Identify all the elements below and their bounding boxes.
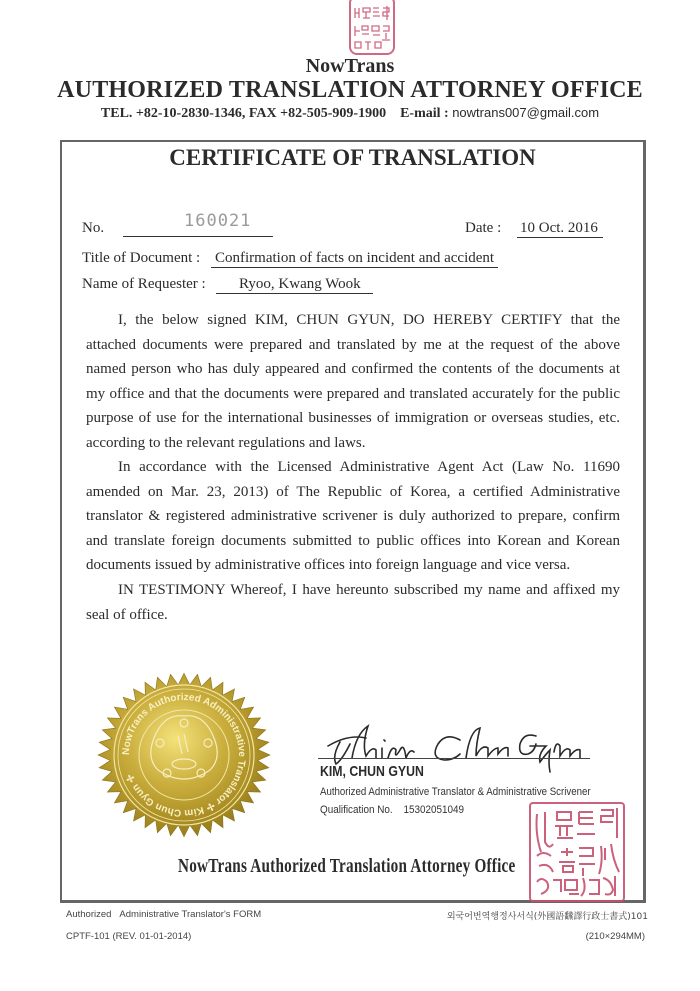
paragraph-text: I, the below signed KIM, CHUN GYUN, DO HEREBY CERTIFY that the attached documents were prepared and translated by me at the request of the above named person who has duly appeared and confirmed the contents of the documents at my office and that the documents were prepared and translated accurately for the public purpose of use for the international businesses of immigration or overseas studies, etc. according to the relevant regulations and laws. xyxy=(86,312,620,451)
paragraph-text: IN TESTIMONY Whereof, I have hereunto subscribed my name and affixed my seal of office. xyxy=(86,582,620,623)
date-label: Date : xyxy=(465,220,502,236)
requester-value: Ryoo, Kwang Wook xyxy=(216,276,373,294)
requester-label: Name of Requester : xyxy=(82,276,206,292)
form-code: CPTF-101 (REV. 01-01-2014) xyxy=(66,931,192,942)
email-label: E-mail : xyxy=(400,106,449,121)
number-underline xyxy=(123,236,273,237)
seal-text: NowTrans Authorized Administrative Translator ✢ Kim Chun Gyun ✢ xyxy=(120,691,248,819)
red-seal-stamp xyxy=(527,800,627,904)
top-red-seal-stamp xyxy=(347,0,397,56)
phone-fax: TEL. +82-10-2830-1346, FAX +82-505-909-1900 xyxy=(100,106,387,121)
korean-form-label: 외국어번역행정사서식(外國語飜譯行政士書式)101 xyxy=(446,912,648,922)
document-title-value: Confirmation of facts on incident and accident xyxy=(211,250,498,268)
form-label xyxy=(66,909,261,920)
company-name: NowTrans xyxy=(305,55,395,77)
testimony-paragraph xyxy=(86,578,620,627)
certificate-title: CERTIFICATE OF TRANSLATION xyxy=(169,145,536,170)
email-link[interactable]: nowtrans007@gmail.com xyxy=(452,105,600,120)
document-title-label: Title of Document : xyxy=(82,250,201,266)
form-label-part2: Administrative Translator's FORM xyxy=(119,909,262,920)
office-title: AUTHORIZED TRANSLATION ATTORNEY OFFICE xyxy=(57,77,643,103)
signer-role: Authorized Administrative Translator & Administrative Scrivener xyxy=(320,786,591,798)
paper-size: (210×294MM) xyxy=(585,931,645,942)
certificate-number: 160021 xyxy=(184,211,252,231)
number-label: No. xyxy=(82,220,105,236)
qualification-number: 15302051049 xyxy=(403,804,465,816)
form-label-part1: Authorized xyxy=(66,909,112,920)
office-name-banner: NowTrans Authorized Translation Attorney Office xyxy=(178,855,516,877)
paragraph-text: In accordance with the Licensed Administrative Agent Act (Law No. 11690 amended on Mar. 23, 2013) of The Republic of Korea, a certified Administrative translator & registered administrative scrivener is duly authorized to prepare, confirm and translate foreign documents submitted to public offices into Korean and Korean documents issued by administrative offices into foreign language and vice versa. xyxy=(86,459,620,573)
contact-line xyxy=(0,105,700,122)
certification-paragraph xyxy=(86,308,620,455)
date-value: 10 Oct. 2016 xyxy=(517,220,603,238)
signature-line xyxy=(318,758,590,759)
legal-basis-paragraph xyxy=(86,455,620,578)
qualification-label: Qualification No. xyxy=(320,804,393,816)
qualification-line xyxy=(320,804,464,816)
gold-seal-icon xyxy=(82,668,286,843)
signer-name: KIM, CHUN GYUN xyxy=(320,763,424,780)
